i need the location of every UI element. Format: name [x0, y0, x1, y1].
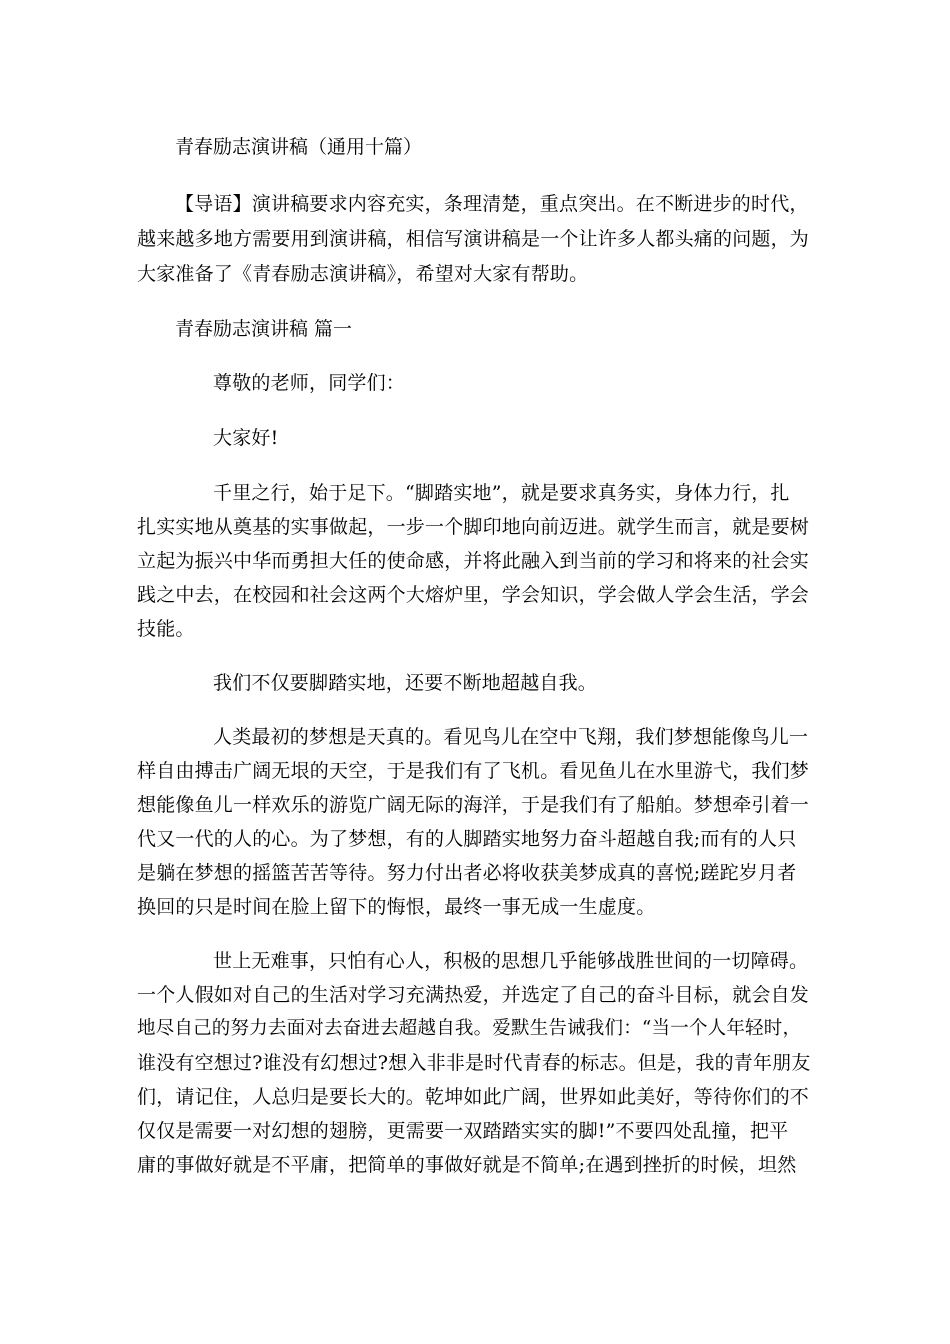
paragraph4-line-6: 仅仅是需要一对幻想的翅膀，更需要一双踏踏实实的脚!”不要四处乱撞，把平	[137, 1120, 789, 1142]
section-heading: 青春励志演讲稿 篇一	[175, 318, 353, 340]
intro-line-2: 越来越多地方需要用到演讲稿，相信写演讲稿是一个让许多人都头痛的问题，为	[137, 228, 810, 250]
paragraph3-line-1: 人类最初的梦想是天真的。看见鸟儿在空中飞翔，我们梦想能像鸟儿一	[213, 726, 809, 748]
paragraph2-line-1: 我们不仅要脚踏实地，还要不断地超越自我。	[213, 672, 598, 694]
paragraph3-line-4: 代又一代的人的心。为了梦想，有的人脚踏实地努力奋斗超越自我;而有的人只	[137, 828, 797, 850]
paragraph4-line-4: 谁没有空想过?谁没有幻想过?想入非非是时代青春的标志。但是，我的青年朋友	[137, 1052, 811, 1074]
paragraph4-line-5: 们，请记住，人总归是要长大的。乾坤如此广阔，世界如此美好，等待你们的不	[137, 1086, 810, 1108]
greeting: 大家好!	[213, 427, 279, 449]
paragraph1-line-4: 践之中去，在校园和社会这两个大熔炉里，学会知识，学会做人学会生活，学会	[137, 584, 810, 606]
paragraph1-line-2: 扎实实地从奠基的实事做起，一步一个脚印地向前迈进。就学生而言，就是要树	[137, 516, 810, 538]
paragraph1-line-5: 技能。	[137, 618, 195, 640]
intro-line-1: 【导语】演讲稿要求内容充实，条理清楚，重点突出。在不断进步的时代，	[175, 193, 809, 215]
paragraph3-line-6: 换回的只是时间在脸上留下的悔恨，最终一事无成一生虚度。	[137, 896, 656, 918]
paragraph4-line-2: 一个人假如对自己的生活对学习充满热爱，并选定了自己的奋斗目标，就会自发	[137, 984, 810, 1006]
paragraph3-line-3: 想能像鱼儿一样欢乐的游览广阔无际的海洋，于是我们有了船舶。梦想牵引着一	[137, 794, 810, 816]
paragraph3-line-2: 样自由搏击广阔无垠的天空，于是我们有了飞机。看见鱼儿在水里游弋，我们梦	[137, 760, 810, 782]
paragraph4-line-1: 世上无难事，只怕有心人，积极的思想几乎能够战胜世间的一切障碍。	[213, 950, 809, 972]
document-title: 青春励志演讲稿（通用十篇）	[175, 136, 423, 158]
paragraph1-line-1: 千里之行，始于足下。“脚踏实地”，就是要求真务实，身体力行，扎	[213, 482, 790, 504]
salutation: 尊敬的老师，同学们：	[213, 372, 406, 394]
paragraph3-line-5: 是躺在梦想的摇篮苦苦等待。努力付出者必将收获美梦成真的喜悦;蹉跎岁月者	[137, 862, 797, 884]
paragraph1-line-3: 立起为振兴中华而勇担大任的使命感，并将此融入到当前的学习和将来的社会实	[137, 550, 810, 572]
intro-line-3: 大家准备了《青春励志演讲稿》，希望对大家有帮助。	[137, 263, 589, 285]
paragraph4-line-7: 庸的事做好就是不平庸，把简单的事做好就是不简单;在遇到挫折的时候，坦然	[137, 1154, 797, 1176]
paragraph4-line-3: 地尽自己的努力去面对去奋进去超越自我。爱默生告诫我们：“当一个人年轻时，	[137, 1018, 802, 1039]
